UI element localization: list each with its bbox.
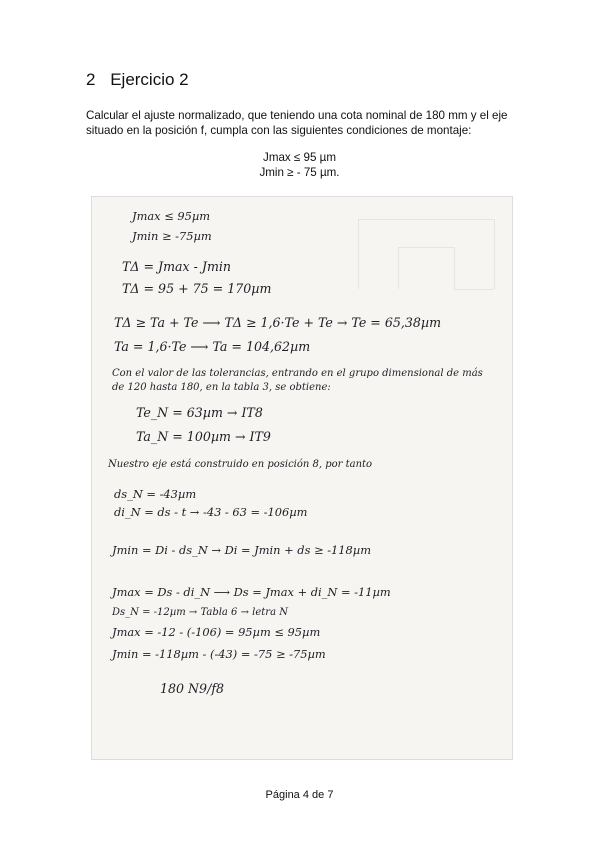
exercise-statement: Calcular el ajuste normalizado, que teniendo una cota nominal de 180 mm y el eje situado en la posición f, cumpla con las siguientes condiciones de montaje: xyxy=(86,109,508,137)
hw-ds-normalized: Ds_N = -12µm → Tabla 6 → letra N xyxy=(112,607,288,618)
section-number: 2 xyxy=(86,70,96,89)
section-heading xyxy=(86,70,189,90)
condition-jmax: Jmax ≤ 95 µm xyxy=(263,151,336,164)
hw-di: di_N = ds - t → -43 - 63 = -106µm xyxy=(114,505,308,519)
assembly-conditions xyxy=(0,150,599,180)
page-footer: Página 4 de 7 xyxy=(265,789,334,801)
hw-shaft-position: Nuestro eje está construido en posición 8, por tanto xyxy=(108,459,373,470)
handwritten-lines xyxy=(92,197,512,759)
hw-ta-calc: Ta = 1,6·Te ⟶ Ta = 104,62µm xyxy=(114,339,311,354)
hw-jmax-calc: Jmax = Ds - di_N ⟶ Ds = Jmax + di_N = -11µm xyxy=(112,585,391,599)
hw-jmin-condition: Jmin ≥ -75µm xyxy=(132,229,212,243)
hw-tolerance-value: TΔ = 95 + 75 = 170µm xyxy=(122,281,272,296)
hw-table-note: Con el valor de las tolerancias, entrando en el grupo dimensional de más de 120 hasta 180, en la tabla 3, se obtiene: xyxy=(112,368,483,393)
hw-jmin-check: Jmin = -118µm - (-43) = -75 ≥ -75µm xyxy=(112,647,326,661)
hw-result-fit: 180 N9/f8 xyxy=(160,681,224,696)
hw-te-calc: TΔ ≥ Ta + Te ⟶ TΔ ≥ 1,6·Te + Te → Te = 65,38µm xyxy=(114,315,442,330)
hw-jmin-calc: Jmin = Di - ds_N → Di = Jmin + ds ≥ -118µm xyxy=(112,543,371,557)
hw-ds: ds_N = -43µm xyxy=(114,487,197,501)
hw-tolerance-def: TΔ = Jmax - Jmin xyxy=(122,259,232,274)
condition-jmin: Jmin ≥ - 75 µm. xyxy=(259,166,340,179)
handwritten-solution-scan xyxy=(91,196,513,760)
section-title: Ejercicio 2 xyxy=(110,70,189,89)
hw-jmax-condition: Jmax ≤ 95µm xyxy=(132,209,211,223)
hw-jmax-check: Jmax = -12 - (-106) = 95µm ≤ 95µm xyxy=(112,625,321,639)
hw-ta-normalized: Ta_N = 100µm → IT9 xyxy=(136,429,271,444)
hw-te-normalized: Te_N = 63µm → IT8 xyxy=(136,405,263,420)
